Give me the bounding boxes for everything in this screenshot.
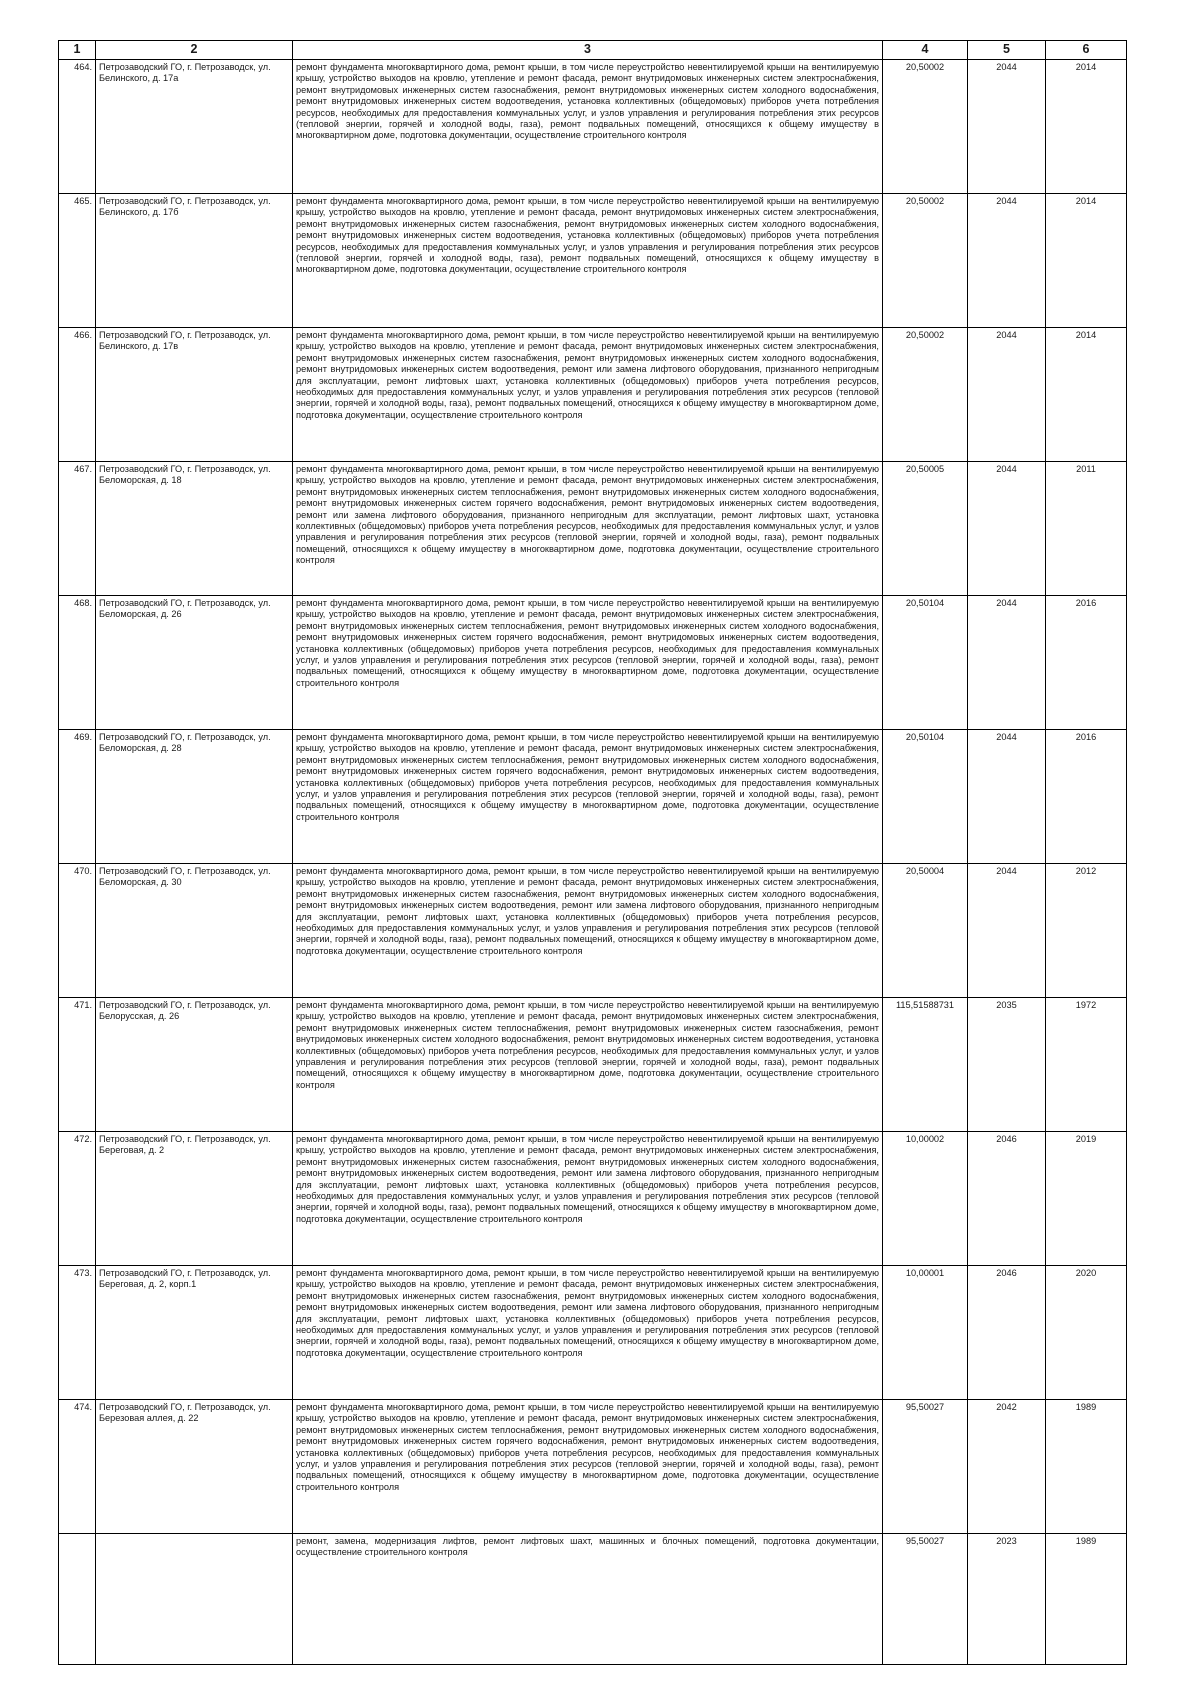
row-works: ремонт фундамента многоквартирного дома, ремонт крыши, в том числе переустройство невентилируемой крыши на вентилируемую крышу, устройство выходов на кровлю, утепление и ремонт фасада, ремонт внутридомовых инженерных систем электроснабжения, ремонт внутридомовых инженерных систем газоснабжения, ремонт внутридомовых инженерных систем холодного водоснабжения, ремонт внутридомовых инженерных систем водоотведения, ремонт или замена лифтового оборудования, признанного непригодным для эксплуатации, ремонт лифтовых шахт, установка коллективных (общедомовых) приборов учета потребления ресурсов, необходимых для предоставления коммунальных услуг, и узлов управления и регулирования потребления этих ресурсов (тепловой энергии, горячей и холодной воды, газа), ремонт подвальных помещений, относящихся к общему имуществу в многоквартирном доме, подготовка документации, осуществление строительного контроля xyxy=(293,864,883,998)
row-planned-year: 2046 xyxy=(968,1266,1046,1400)
row-works: ремонт фундамента многоквартирного дома, ремонт крыши, в том числе переустройство невентилируемой крыши на вентилируемую крышу, устройство выходов на кровлю, утепление и ремонт фасада, ремонт внутридомовых инженерных систем электроснабжения, ремонт внутридомовых инженерных систем газоснабжения, ремонт внутридомовых инженерных систем холодного водоснабжения, ремонт внутридомовых инженерных систем водоотведения, установка коллективных (общедомовых) приборов учета потребления ресурсов, необходимых для предоставления коммунальных услуг, и узлов управления и регулирования потребления этих ресурсов (тепловой энергии, горячей и холодной воды, газа), ремонт подвальных помещений, относящихся к общему имуществу в многоквартирном доме, подготовка документации, осуществление строительного контроля xyxy=(293,60,883,194)
row-number: 466. xyxy=(59,328,96,462)
row-address xyxy=(96,1534,293,1665)
row-works: ремонт фундамента многоквартирного дома, ремонт крыши, в том числе переустройство невентилируемой крыши на вентилируемую крышу, устройство выходов на кровлю, утепление и ремонт фасада, ремонт внутридомовых инженерных систем электроснабжения, ремонт внутридомовых инженерных систем теплоснабжения, ремонт внутридомовых инженерных систем холодного водоснабжения, ремонт внутридомовых инженерных систем горячего водоснабжения, ремонт внутридомовых инженерных систем водоотведения, установка коллективных (общедомовых) приборов учета потребления ресурсов, необходимых для предоставления коммунальных услуг, и узлов управления и регулирования потребления этих ресурсов (тепловой энергии, горячей и холодной воды, газа), ремонт подвальных помещений, относящихся к общему имуществу в многоквартирном доме, подготовка документации, осуществление строительного контроля xyxy=(293,1400,883,1534)
header-col-5: 5 xyxy=(968,41,1046,60)
row-works: ремонт фундамента многоквартирного дома, ремонт крыши, в том числе переустройство невентилируемой крыши на вентилируемую крышу, устройство выходов на кровлю, утепление и ремонт фасада, ремонт внутридомовых инженерных систем электроснабжения, ремонт внутридомовых инженерных систем газоснабжения, ремонт внутридомовых инженерных систем холодного водоснабжения, ремонт внутридомовых инженерных систем водоотведения, ремонт или замена лифтового оборудования, признанного непригодным для эксплуатации, ремонт лифтовых шахт, установка коллективных (общедомовых) приборов учета потребления ресурсов, необходимых для предоставления коммунальных услуг, и узлов управления и регулирования потребления этих ресурсов (тепловой энергии, горячей и холодной воды, газа), ремонт подвальных помещений, относящихся к общему имуществу в многоквартирном доме, подготовка документации, осуществление строительного контроля xyxy=(293,1132,883,1266)
header-col-4: 4 xyxy=(883,41,968,60)
row-build-year: 2014 xyxy=(1046,328,1127,462)
row-number: 474. xyxy=(59,1400,96,1534)
row-works: ремонт фундамента многоквартирного дома, ремонт крыши, в том числе переустройство невентилируемой крыши на вентилируемую крышу, устройство выходов на кровлю, утепление и ремонт фасада, ремонт внутридомовых инженерных систем электроснабжения, ремонт внутридомовых инженерных систем газоснабжения, ремонт внутридомовых инженерных систем холодного водоснабжения, ремонт внутридомовых инженерных систем водоотведения, ремонт или замена лифтового оборудования, признанного непригодным для эксплуатации, ремонт лифтовых шахт, установка коллективных (общедомовых) приборов учета потребления ресурсов, необходимых для предоставления коммунальных услуг, и узлов управления и регулирования потребления этих ресурсов (тепловой энергии, горячей и холодной воды, газа), ремонт подвальных помещений, относящихся к общему имуществу в многоквартирном доме, подготовка документации, осуществление строительного контроля xyxy=(293,328,883,462)
row-cost: 20,50104 xyxy=(883,596,968,730)
header-col-2: 2 xyxy=(96,41,293,60)
row-works: ремонт фундамента многоквартирного дома, ремонт крыши, в том числе переустройство невентилируемой крыши на вентилируемую крышу, устройство выходов на кровлю, утепление и ремонт фасада, ремонт внутридомовых инженерных систем электроснабжения, ремонт внутридомовых инженерных систем теплоснабжения, ремонт внутридомовых инженерных систем газоснабжения, ремонт внутридомовых инженерных систем холодного водоснабжения, ремонт внутридомовых инженерных систем водоотведения, установка коллективных (общедомовых) приборов учета потребления ресурсов, необходимых для предоставления коммунальных услуг, и узлов управления и регулирования потребления этих ресурсов (тепловой энергии, горячей и холодной воды, газа), ремонт подвальных помещений, относящихся к общему имуществу в многоквартирном доме, подготовка документации, осуществление строительного контроля xyxy=(293,998,883,1132)
header-col-1: 1 xyxy=(59,41,96,60)
row-address: Петрозаводский ГО, г. Петрозаводск, ул. Беломорская, д. 28 xyxy=(96,730,293,864)
row-cost: 115,51588731 xyxy=(883,998,968,1132)
table-row xyxy=(59,1266,1127,1400)
table-row xyxy=(59,998,1127,1132)
row-cost: 95,50027 xyxy=(883,1534,968,1665)
row-number: 472. xyxy=(59,1132,96,1266)
row-works: ремонт фундамента многоквартирного дома, ремонт крыши, в том числе переустройство невентилируемой крыши на вентилируемую крышу, устройство выходов на кровлю, утепление и ремонт фасада, ремонт внутридомовых инженерных систем электроснабжения, ремонт внутридомовых инженерных систем газоснабжения, ремонт внутридомовых инженерных систем холодного водоснабжения, ремонт внутридомовых инженерных систем водоотведения, ремонт или замена лифтового оборудования, признанного непригодным для эксплуатации, ремонт лифтовых шахт, установка коллективных (общедомовых) приборов учета потребления ресурсов, необходимых для предоставления коммунальных услуг, и узлов управления и регулирования потребления этих ресурсов (тепловой энергии, горячей и холодной воды, газа), ремонт подвальных помещений, относящихся к общему имуществу в многоквартирном доме, подготовка документации, осуществление строительного контроля xyxy=(293,1266,883,1400)
row-address: Петрозаводский ГО, г. Петрозаводск, ул. Беломорская, д. 26 xyxy=(96,596,293,730)
row-address: Петрозаводский ГО, г. Петрозаводск, ул. Беломорская, д. 30 xyxy=(96,864,293,998)
row-build-year: 2016 xyxy=(1046,596,1127,730)
table-row xyxy=(59,596,1127,730)
table-row xyxy=(59,730,1127,864)
row-build-year: 2020 xyxy=(1046,1266,1127,1400)
table-header xyxy=(59,41,1127,60)
row-cost: 20,50002 xyxy=(883,194,968,328)
row-number: 467. xyxy=(59,462,96,596)
row-planned-year: 2042 xyxy=(968,1400,1046,1534)
row-cost: 10,00001 xyxy=(883,1266,968,1400)
row-number: 469. xyxy=(59,730,96,864)
row-cost: 20,50005 xyxy=(883,462,968,596)
header-col-6: 6 xyxy=(1046,41,1127,60)
row-address: Петрозаводский ГО, г. Петрозаводск, ул. Белорусская, д. 26 xyxy=(96,998,293,1132)
row-build-year: 2012 xyxy=(1046,864,1127,998)
table-row xyxy=(59,194,1127,328)
row-planned-year: 2046 xyxy=(968,1132,1046,1266)
row-build-year: 2016 xyxy=(1046,730,1127,864)
table-row xyxy=(59,462,1127,596)
row-planned-year: 2044 xyxy=(968,596,1046,730)
header-row xyxy=(59,41,1127,60)
table-row xyxy=(59,1400,1127,1534)
row-number: 470. xyxy=(59,864,96,998)
header-col-3: 3 xyxy=(293,41,883,60)
row-cost: 10,00002 xyxy=(883,1132,968,1266)
row-address: Петрозаводский ГО, г. Петрозаводск, ул. Белинского, д. 17в xyxy=(96,328,293,462)
table-row xyxy=(59,328,1127,462)
row-number: 471. xyxy=(59,998,96,1132)
row-address: Петрозаводский ГО, г. Петрозаводск, ул. Береговая, д. 2 xyxy=(96,1132,293,1266)
row-planned-year: 2044 xyxy=(968,864,1046,998)
row-planned-year: 2044 xyxy=(968,730,1046,864)
row-number: 468. xyxy=(59,596,96,730)
row-cost: 95,50027 xyxy=(883,1400,968,1534)
row-number: 473. xyxy=(59,1266,96,1400)
row-cost: 20,50002 xyxy=(883,60,968,194)
table-row xyxy=(59,1132,1127,1266)
row-build-year: 2019 xyxy=(1046,1132,1127,1266)
row-address: Петрозаводский ГО, г. Петрозаводск, ул. Белинского, д. 17а xyxy=(96,60,293,194)
row-number: 464. xyxy=(59,60,96,194)
row-address: Петрозаводский ГО, г. Петрозаводск, ул. Березовая аллея, д. 22 xyxy=(96,1400,293,1534)
row-works: ремонт, замена, модернизация лифтов, ремонт лифтовых шахт, машинных и блочных помещений, подготовка документации, осуществление строительного контроля xyxy=(293,1534,883,1665)
row-planned-year: 2044 xyxy=(968,60,1046,194)
works-table xyxy=(58,40,1127,1665)
row-number: 465. xyxy=(59,194,96,328)
row-build-year: 1989 xyxy=(1046,1400,1127,1534)
row-planned-year: 2044 xyxy=(968,194,1046,328)
row-planned-year: 2035 xyxy=(968,998,1046,1132)
row-planned-year: 2023 xyxy=(968,1534,1046,1665)
row-build-year: 2011 xyxy=(1046,462,1127,596)
row-build-year: 1989 xyxy=(1046,1534,1127,1665)
row-address: Петрозаводский ГО, г. Петрозаводск, ул. Беломорская, д. 18 xyxy=(96,462,293,596)
row-works: ремонт фундамента многоквартирного дома, ремонт крыши, в том числе переустройство невентилируемой крыши на вентилируемую крышу, устройство выходов на кровлю, утепление и ремонт фасада, ремонт внутридомовых инженерных систем электроснабжения, ремонт внутридомовых инженерных систем теплоснабжения, ремонт внутридомовых инженерных систем холодного водоснабжения, ремонт внутридомовых инженерных систем горячего водоснабжения, ремонт внутридомовых инженерных систем водоотведения, установка коллективных (общедомовых) приборов учета потребления ресурсов, необходимых для предоставления коммунальных услуг, и узлов управления и регулирования потребления этих ресурсов (тепловой энергии, горячей и холодной воды, газа), ремонт подвальных помещений, относящихся к общему имуществу в многоквартирном доме, подготовка документации, осуществление строительного контроля xyxy=(293,730,883,864)
table-row xyxy=(59,864,1127,998)
table-body xyxy=(59,60,1127,1665)
row-build-year: 2014 xyxy=(1046,194,1127,328)
row-planned-year: 2044 xyxy=(968,328,1046,462)
row-number xyxy=(59,1534,96,1665)
row-planned-year: 2044 xyxy=(968,462,1046,596)
row-works: ремонт фундамента многоквартирного дома, ремонт крыши, в том числе переустройство невентилируемой крыши на вентилируемую крышу, устройство выходов на кровлю, утепление и ремонт фасада, ремонт внутридомовых инженерных систем электроснабжения, ремонт внутридомовых инженерных систем теплоснабжения, ремонт внутридомовых инженерных систем холодного водоснабжения, ремонт внутридомовых инженерных систем горячего водоснабжения, ремонт внутридомовых инженерных систем водоотведения, ремонт или замена лифтового оборудования, признанного непригодным для эксплуатации, ремонт лифтовых шахт, установка коллективных (общедомовых) приборов учета потребления ресурсов, необходимых для предоставления коммунальных услуг, и узлов управления и регулирования потребления этих ресурсов (тепловой энергии, горячей и холодной воды, газа), ремонт подвальных помещений, относящихся к общему имуществу в многоквартирном доме, подготовка документации, осуществление строительного контроля xyxy=(293,462,883,596)
row-works: ремонт фундамента многоквартирного дома, ремонт крыши, в том числе переустройство невентилируемой крыши на вентилируемую крышу, устройство выходов на кровлю, утепление и ремонт фасада, ремонт внутридомовых инженерных систем электроснабжения, ремонт внутридомовых инженерных систем газоснабжения, ремонт внутридомовых инженерных систем холодного водоснабжения, ремонт внутридомовых инженерных систем водоотведения, установка коллективных (общедомовых) приборов учета потребления ресурсов, необходимых для предоставления коммунальных услуг, и узлов управления и регулирования потребления этих ресурсов (тепловой энергии, горячей и холодной воды, газа), ремонт подвальных помещений, относящихся к общему имуществу в многоквартирном доме, подготовка документации, осуществление строительного контроля xyxy=(293,194,883,328)
row-address: Петрозаводский ГО, г. Петрозаводск, ул. Белинского, д. 17б xyxy=(96,194,293,328)
row-build-year: 2014 xyxy=(1046,60,1127,194)
row-works: ремонт фундамента многоквартирного дома, ремонт крыши, в том числе переустройство невентилируемой крыши на вентилируемую крышу, устройство выходов на кровлю, утепление и ремонт фасада, ремонт внутридомовых инженерных систем электроснабжения, ремонт внутридомовых инженерных систем теплоснабжения, ремонт внутридомовых инженерных систем холодного водоснабжения, ремонт внутридомовых инженерных систем горячего водоснабжения, ремонт внутридомовых инженерных систем водоотведения, установка коллективных (общедомовых) приборов учета потребления ресурсов, необходимых для предоставления коммунальных услуг, и узлов управления и регулирования потребления этих ресурсов (тепловой энергии, горячей и холодной воды, газа), ремонт подвальных помещений, относящихся к общему имуществу в многоквартирном доме, подготовка документации, осуществление строительного контроля xyxy=(293,596,883,730)
row-cost: 20,50004 xyxy=(883,864,968,998)
row-build-year: 1972 xyxy=(1046,998,1127,1132)
table-row xyxy=(59,60,1127,194)
row-cost: 20,50002 xyxy=(883,328,968,462)
row-cost: 20,50104 xyxy=(883,730,968,864)
table-row xyxy=(59,1534,1127,1665)
row-address: Петрозаводский ГО, г. Петрозаводск, ул. Береговая, д. 2, корп.1 xyxy=(96,1266,293,1400)
